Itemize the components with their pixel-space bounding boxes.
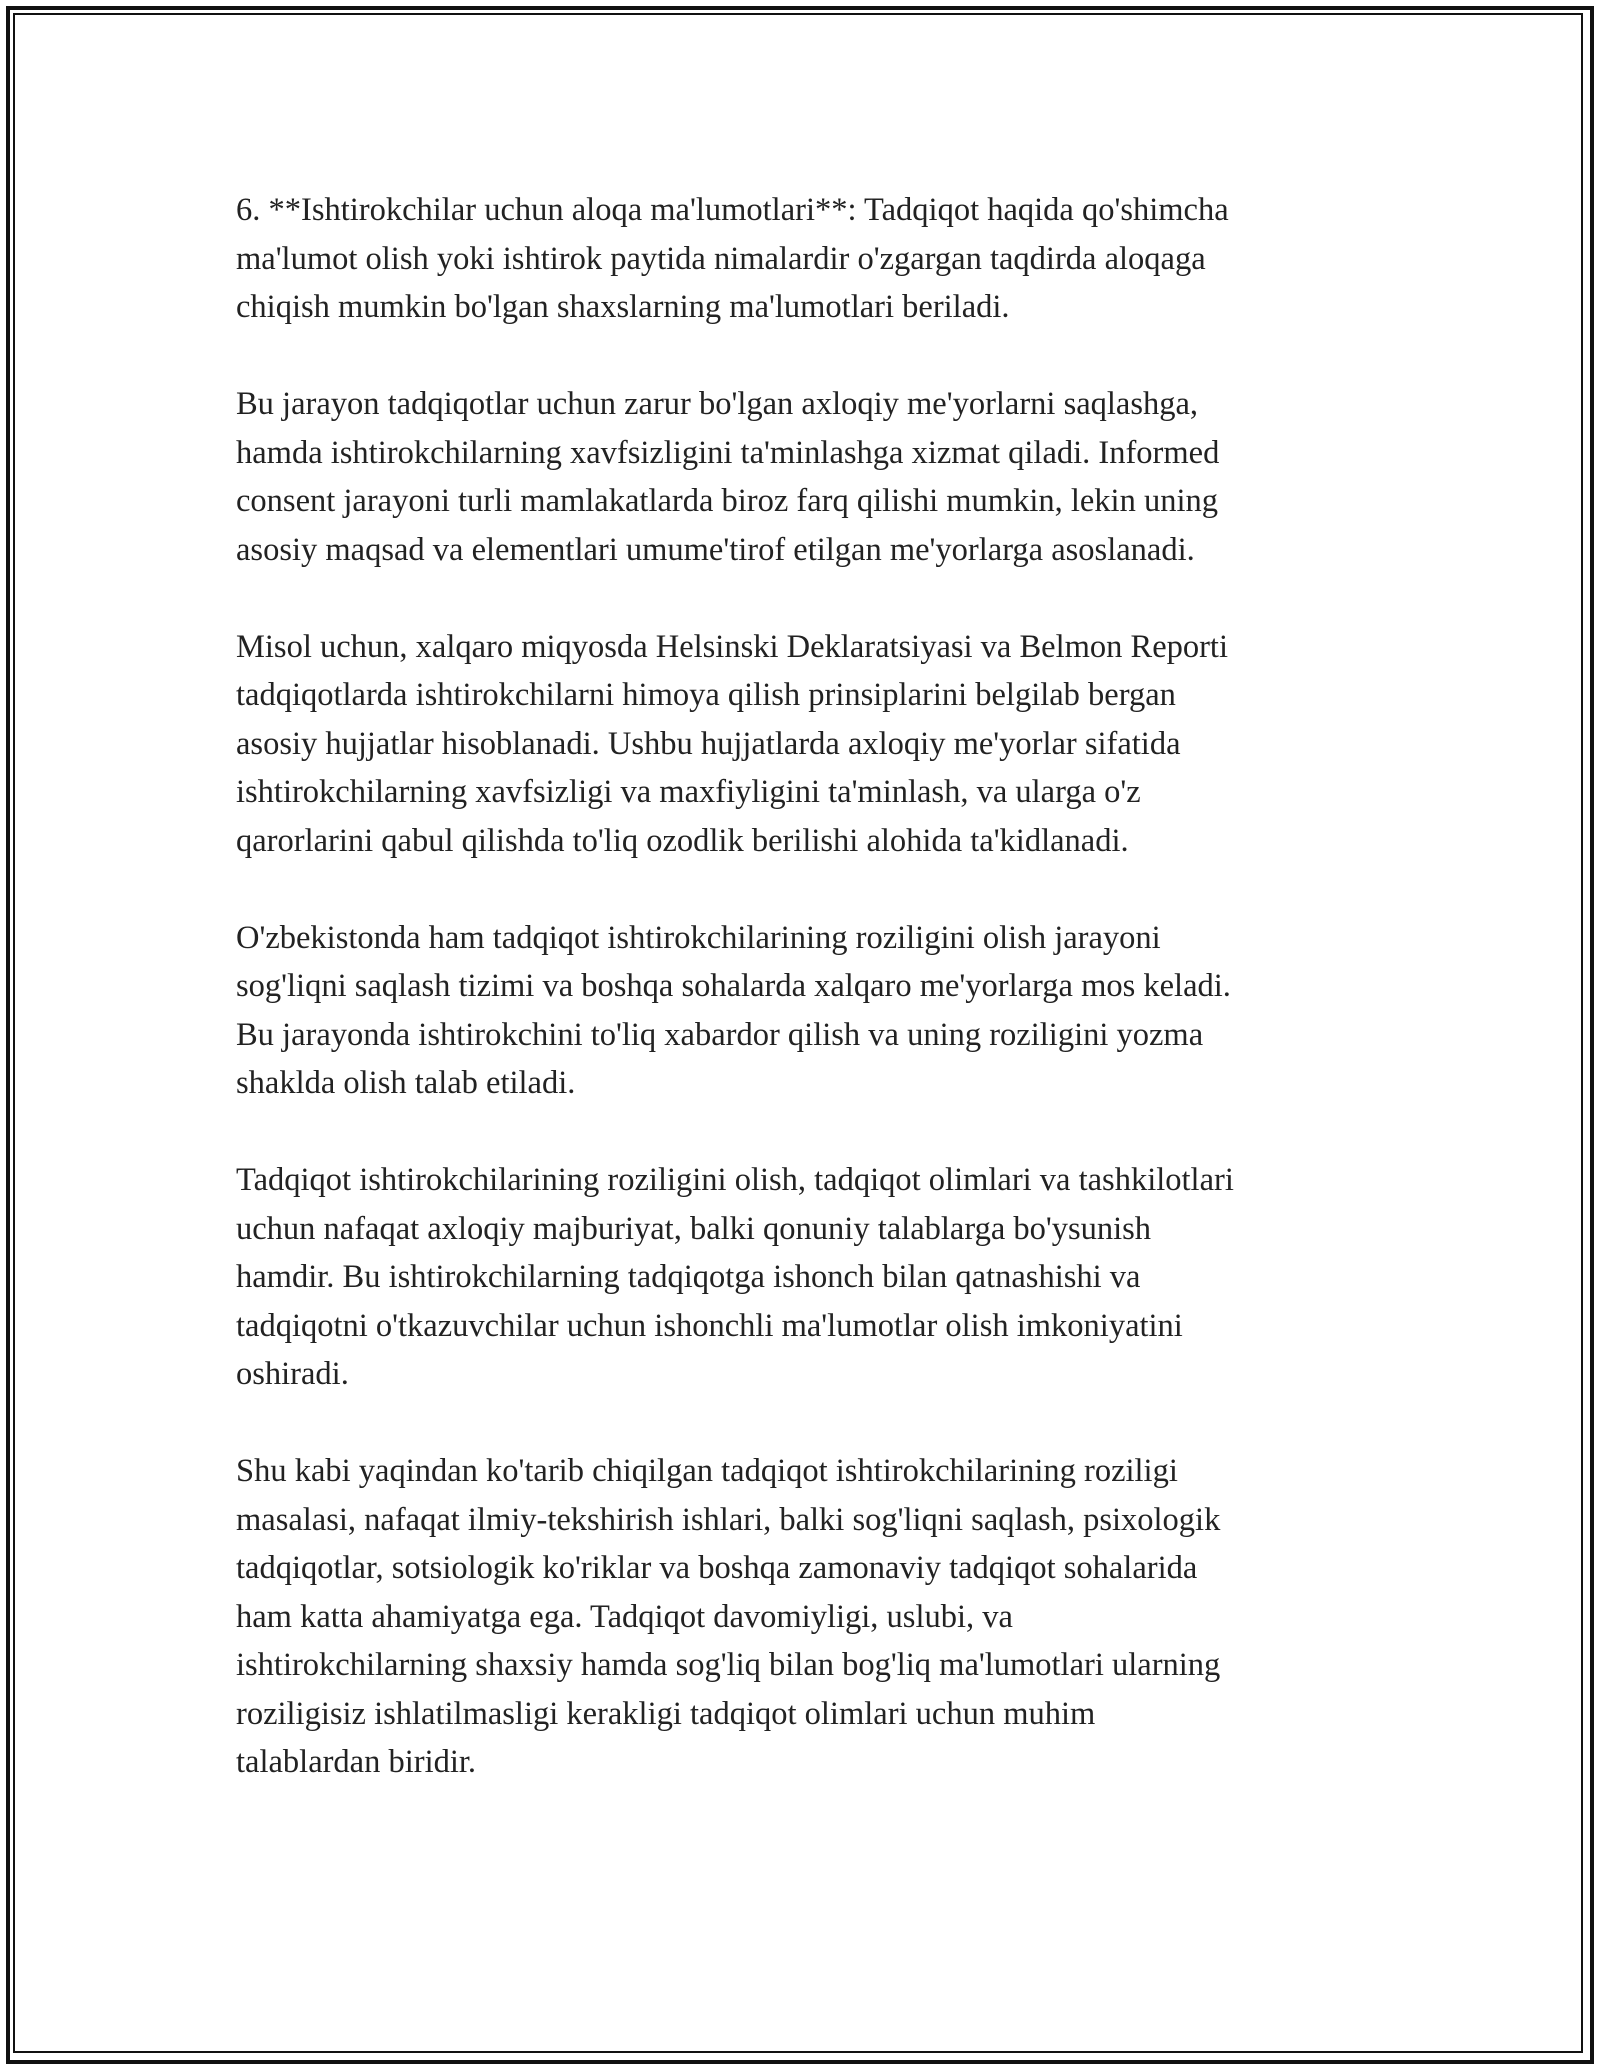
paragraph-legal-obligations: Tadqiqot ishtirokchilarining roziligini olish, tadqiqot olimlari va tashkilotlari uchun nafaqat axloqiy majburiyat, balki qonuniy talablarga bo'ysunish hamdir. Bu ishtirokchilarning tadqiqotga ishonch bilan qatnashishi va tadqiqotni o'tkazuvchilar uchun ishonchli ma'lumotlar olish imkoniyatini oshiradi. (236, 1162, 1234, 1392)
paragraph-ethical-norms: Bu jarayon tadqiqotlar uchun zarur bo'lgan axloqiy me'yorlarni saqlashga, hamda ishtirokchilarning xavfsizligini ta'minlashga xizmat qiladi. Informed consent jarayoni turli mamlakatlarda biroz farq qilishi mumkin, lekin uning asosiy maqsad va elementlari umume'tirof etilgan me'yorlarga asoslanadi. (236, 386, 1220, 568)
paragraph-conclusion: Shu kabi yaqindan ko'tarib chiqilgan tadqiqot ishtirokchilarining roziligi masalasi, nafaqat ilmiy-tekshirish ishlari, balki sog'liqni saqlash, psixologik tadqiqotlar, sotsiologik ko'riklar va boshqa zamonaviy tadqiqot sohalarida ham katta ahamiyatga ega. Tadqiqot davomiyligi, uslubi, va ishtirokchilarning shaxsiy hamda sog'liq bilan bog'liq ma'lumotlari ularning roziligisiz ishlatilmasligi kerakligi tadqiqot olimlari uchun muhim talablardan biridir. (236, 1453, 1221, 1780)
paragraph-international-documents: Misol uchun, xalqaro miqyosda Helsinski Deklaratsiyasi va Belmon Reporti tadqiqotlarda ishtirokchilarni himoya qilish prinsiplarini belgilab bergan asosiy hujjatlar hisoblanadi. Ushbu hujjatlarda axloqiy me'yorlar sifatida ishtirokchilarning xavfsizligi va maxfiyligini ta'minlash, va ularga o'z qarorlarini qabul qilishda to'liq ozodlik berilishi alohida ta'kidlanadi. (236, 628, 1228, 859)
document-body (236, 186, 1376, 1835)
paragraph-uzbekistan: O'zbekistonda ham tadqiqot ishtirokchilarining roziligini olish jarayoni sog'liqni saqlash tizimi va boshqa sohalarda xalqaro me'yorlarga mos keladi. Bu jarayonda ishtirokchini to'liq xabardor qilish va uning roziligini yozma shaklda olish talab etiladi. (236, 919, 1231, 1101)
paragraph-contact-info: 6. **Ishtirokchilar uchun aloqa ma'lumotlari**: Tadqiqot haqida qo'shimcha ma'lumot olish yoki ishtirok paytida nimalardir o'zgargan taqdirda aloqaga chiqish mumkin bo'lgan shaxslarning ma'lumotlari beriladi. (236, 192, 1229, 325)
